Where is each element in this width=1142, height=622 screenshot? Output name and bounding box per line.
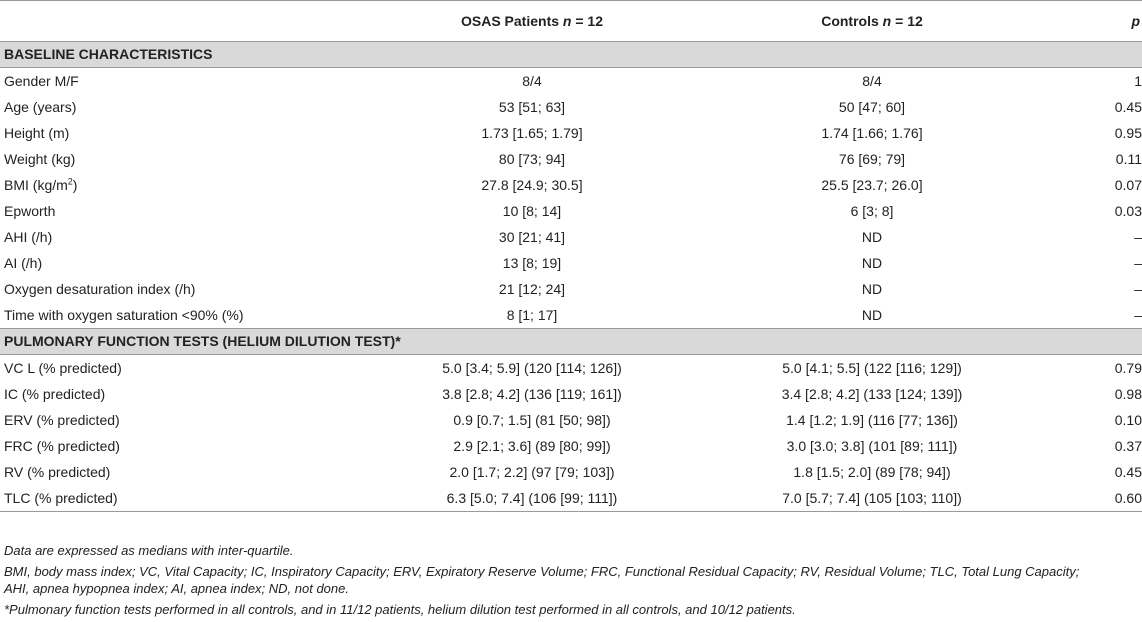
- footnote-abbreviations-cont: AHI, apnea hypopnea index; AI, apnea index; ND, not done.: [4, 581, 349, 596]
- p-value: –: [1134, 281, 1142, 297]
- table-row: [0, 250, 1142, 276]
- osas-value: 80 [73; 94]: [498, 151, 566, 167]
- header-label-col: [0, 1, 360, 42]
- controls-value: ND: [861, 281, 883, 297]
- row-label: Epworth: [4, 203, 56, 219]
- p-value: 0.37: [1114, 438, 1142, 454]
- controls-value: 5.0 [4.1; 5.5] (122 [116; 129]): [782, 360, 962, 376]
- p-value: 1: [1134, 73, 1142, 89]
- controls-value: 76 [69; 79]: [838, 151, 906, 167]
- controls-value: 3.4 [2.8; 4.2] (133 [124; 139]): [781, 386, 963, 402]
- table-row: [0, 120, 1142, 146]
- p-value: 0.79: [1114, 360, 1142, 376]
- p-value: 0.98: [1114, 386, 1142, 402]
- osas-value: 6.3 [5.0; 7.4] (106 [99; 111]): [360, 485, 700, 512]
- osas-value: 2.9 [2.1; 3.6] (89 [80; 99]): [453, 438, 611, 454]
- table-row: [0, 407, 1142, 433]
- footnote-data-note: Data are expressed as medians with inter-quartile.: [4, 543, 294, 558]
- osas-value: 27.8 [24.9; 30.5]: [481, 177, 583, 193]
- row-label: FRC (% predicted): [4, 438, 120, 454]
- osas-value: 21 [12; 24]: [498, 281, 566, 297]
- row-label: ERV (% predicted): [4, 412, 120, 428]
- row-label: Age (years): [4, 99, 77, 115]
- controls-value: 8/4: [862, 73, 882, 89]
- table-row: [0, 381, 1142, 407]
- table-footnotes: [4, 542, 1138, 618]
- p-value: –: [1134, 255, 1142, 271]
- p-value: 0.07: [1114, 177, 1142, 193]
- osas-value: 8 [1; 17]: [506, 307, 558, 323]
- osas-value: 3.8 [2.8; 4.2] (136 [119; 161]): [442, 386, 622, 402]
- osas-value: 0.9 [0.7; 1.5] (81 [50; 98]): [453, 412, 611, 428]
- section-title: PULMONARY FUNCTION TESTS (HELIUM DILUTION TEST)*: [0, 329, 1142, 355]
- row-label-suffix: ): [72, 177, 78, 193]
- header-osas-col: OSAS Patients n = 12: [360, 1, 700, 42]
- row-label: Weight (kg): [4, 151, 76, 167]
- header-controls-col: Controls n = 12: [700, 1, 1040, 42]
- row-label: TLC (% predicted): [0, 485, 360, 512]
- p-value: 0.95: [1114, 125, 1142, 141]
- section-row-baseline: [0, 42, 1142, 68]
- table-row: [0, 433, 1142, 459]
- controls-value: ND: [861, 307, 883, 323]
- table-row: [0, 485, 1142, 512]
- p-value: 0.11: [1115, 151, 1142, 167]
- p-value: 0.45: [1114, 464, 1142, 480]
- section-title: BASELINE CHARACTERISTICS: [0, 42, 1142, 68]
- table-row: [0, 172, 1142, 198]
- controls-value: 1.8 [1.5; 2.0] (89 [78; 94]): [793, 464, 951, 480]
- table-body: [0, 42, 1142, 512]
- table-row: [0, 94, 1142, 120]
- osas-value: 13 [8; 19]: [502, 255, 562, 271]
- controls-value: 6 [3; 8]: [850, 203, 894, 219]
- p-value: –: [1134, 229, 1142, 245]
- controls-value: 1.74 [1.66; 1.76]: [821, 125, 923, 141]
- section-row-pft: [0, 329, 1142, 355]
- row-label: Gender M/F: [4, 73, 79, 89]
- row-label: [0, 172, 360, 198]
- row-label-superscript: 2: [67, 176, 73, 187]
- controls-value: 7.0 [5.7; 7.4] (105 [103; 110]): [700, 485, 1040, 512]
- table-row: [0, 276, 1142, 302]
- table-row: [0, 224, 1142, 250]
- osas-value: 53 [51; 63]: [498, 99, 566, 115]
- controls-value: 1.4 [1.2; 1.9] (116 [77; 136]): [786, 412, 958, 428]
- table-row: [0, 459, 1142, 485]
- controls-value: ND: [861, 255, 883, 271]
- controls-value: 25.5 [23.7; 26.0]: [821, 177, 923, 193]
- row-label: RV (% predicted): [4, 464, 111, 480]
- row-label: Time with oxygen saturation <90% (%): [4, 307, 244, 323]
- header-p-col: p: [1040, 1, 1142, 42]
- p-value: 0.60: [1040, 485, 1142, 512]
- table-row: [0, 355, 1142, 382]
- row-label: Height (m): [4, 125, 70, 141]
- p-value: 0.03: [1114, 203, 1142, 219]
- table-row: [0, 146, 1142, 172]
- osas-value: 10 [8; 14]: [502, 203, 562, 219]
- row-label: VC L (% predicted): [4, 360, 122, 376]
- row-label: AHI (/h): [4, 229, 53, 245]
- p-value: 0.10: [1114, 412, 1142, 428]
- controls-value: 3.0 [3.0; 3.8] (101 [89; 111]): [786, 438, 958, 454]
- footnote-asterisk: *Pulmonary function tests performed in all controls, and in 11/12 patients, helium dilution test performed in all controls, and 10/12 patients.: [4, 602, 796, 617]
- footnote-abbreviations: BMI, body mass index; VC, Vital Capacity; IC, Inspiratory Capacity; ERV, Expiratory Reserve Volume; FRC, Functional Residual Capacity; RV, Residual Volume; TLC, Total Lung Capacity;: [4, 564, 1080, 579]
- controls-value: 50 [47; 60]: [838, 99, 906, 115]
- osas-value: 30 [21; 41]: [498, 229, 566, 245]
- row-label: AI (/h): [4, 255, 43, 271]
- osas-value: 5.0 [3.4; 5.9] (120 [114; 126]): [442, 360, 622, 376]
- table-header: [0, 1, 1142, 42]
- table-row: [0, 68, 1142, 95]
- osas-value: 8/4: [522, 73, 542, 89]
- row-label-text: BMI (kg/m: [4, 177, 68, 193]
- controls-value: ND: [861, 229, 883, 245]
- table-row: [0, 198, 1142, 224]
- osas-value: 2.0 [1.7; 2.2] (97 [79; 103]): [449, 464, 615, 480]
- p-value: –: [1134, 307, 1142, 323]
- row-label: Oxygen desaturation index (/h): [4, 281, 196, 297]
- table-row: [0, 302, 1142, 329]
- p-value: 0.45: [1114, 99, 1142, 115]
- osas-value: 1.73 [1.65; 1.79]: [481, 125, 583, 141]
- row-label: IC (% predicted): [4, 386, 106, 402]
- header-row: [0, 1, 1142, 42]
